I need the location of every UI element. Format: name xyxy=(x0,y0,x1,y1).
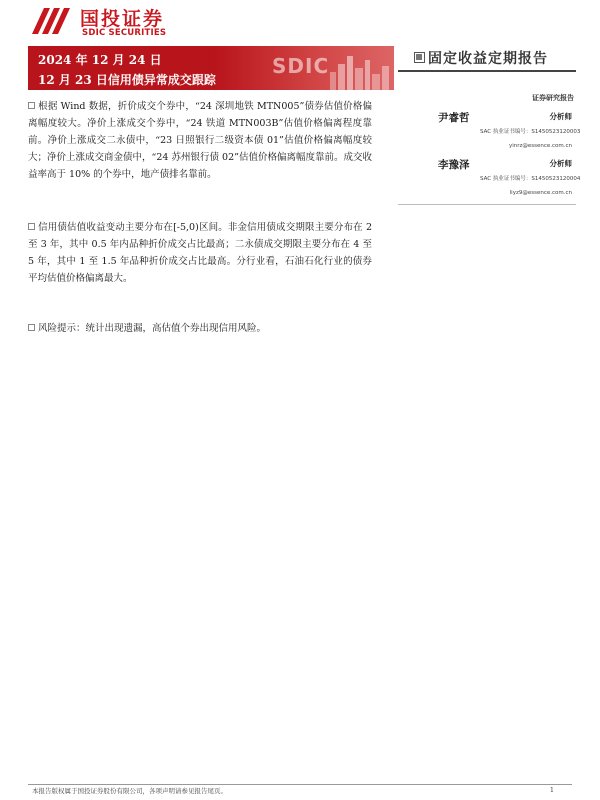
bullet-box-icon xyxy=(28,223,35,230)
page-number: 1 xyxy=(549,786,554,794)
report-type-label: 固定收益定期报告 xyxy=(428,51,548,67)
report-subtype: 证券研究报告 xyxy=(532,93,574,102)
analyst-name: 尹睿哲 xyxy=(438,112,470,124)
logo-chinese-name: 国投证券 xyxy=(80,8,165,30)
title-banner xyxy=(28,46,394,90)
bullet-box-icon xyxy=(28,102,35,109)
analyst-sac-number: SAC 执业证书编号：S1450523120004 xyxy=(480,176,581,182)
risk-warning xyxy=(28,320,372,337)
company-logo xyxy=(28,4,198,40)
sdic-logo-icon xyxy=(28,6,74,36)
report-title: 12 月 23 日信用债异常成交跟踪 xyxy=(38,73,216,87)
report-type-header xyxy=(398,46,576,72)
paragraph-text: 信用债估值收益变动主要分布在[-5,0)区间。非金信用债成交期限主要分布在 2 至 3 年，其中 0.5 年内品种折价成交占比最高；二永债成交期限主要分布在 4 至 5 年，其中 1 至 1.5 年品种折价成交占比最高。分行业看，石油石化行业的债券平均估值价格偏离最大。 xyxy=(28,222,372,284)
banner-watermark: SDIC xyxy=(272,54,330,78)
summary-paragraph xyxy=(28,98,372,183)
analyst-sac-number: SAC 执业证书编号：S1450523120003 xyxy=(480,129,581,135)
footer-divider xyxy=(28,784,572,785)
report-date: 2024 年 12 月 24 日 xyxy=(38,53,162,67)
report-type-icon xyxy=(414,52,425,63)
analyst-role: 分析师 xyxy=(549,159,572,168)
summary-paragraph xyxy=(28,219,372,287)
analyst-email[interactable]: yinrz@essence.com.cn xyxy=(508,143,572,149)
paragraph-text: 风险提示：统计出现遗漏，高估值个券出现信用风险。 xyxy=(38,323,267,334)
bullet-box-icon xyxy=(28,324,35,331)
analyst-role: 分析师 xyxy=(549,112,572,121)
logo-english-name: SDIC SECURITIES xyxy=(82,28,167,38)
analyst-divider xyxy=(398,204,576,205)
analyst-name: 李豫泽 xyxy=(438,159,470,171)
city-skyline-icon xyxy=(328,52,392,90)
paragraph-text: 根据 Wind 数据，折价成交个券中，“24 深圳地铁 MTN005”债券估值价格偏离幅度较大。净价上涨成交个券中，“24 铁道 MTN003B”估值价格偏离程度靠前。净价上涨成交二永债中，“23 日照银行二级资本债 01”估值价格偏离幅度较大；净价上涨成交商金债中，“24 苏州银行债 02”估值价格偏离幅度靠前。成交收益率高于 10% 的个券中，地产债排名靠前。 xyxy=(28,101,372,180)
footer-disclaimer: 本报告版权属于国投证券股份有限公司，各项声明请参见报告尾页。 xyxy=(32,787,227,795)
analyst-email[interactable]: liyz9@essence.com.cn xyxy=(509,190,572,196)
